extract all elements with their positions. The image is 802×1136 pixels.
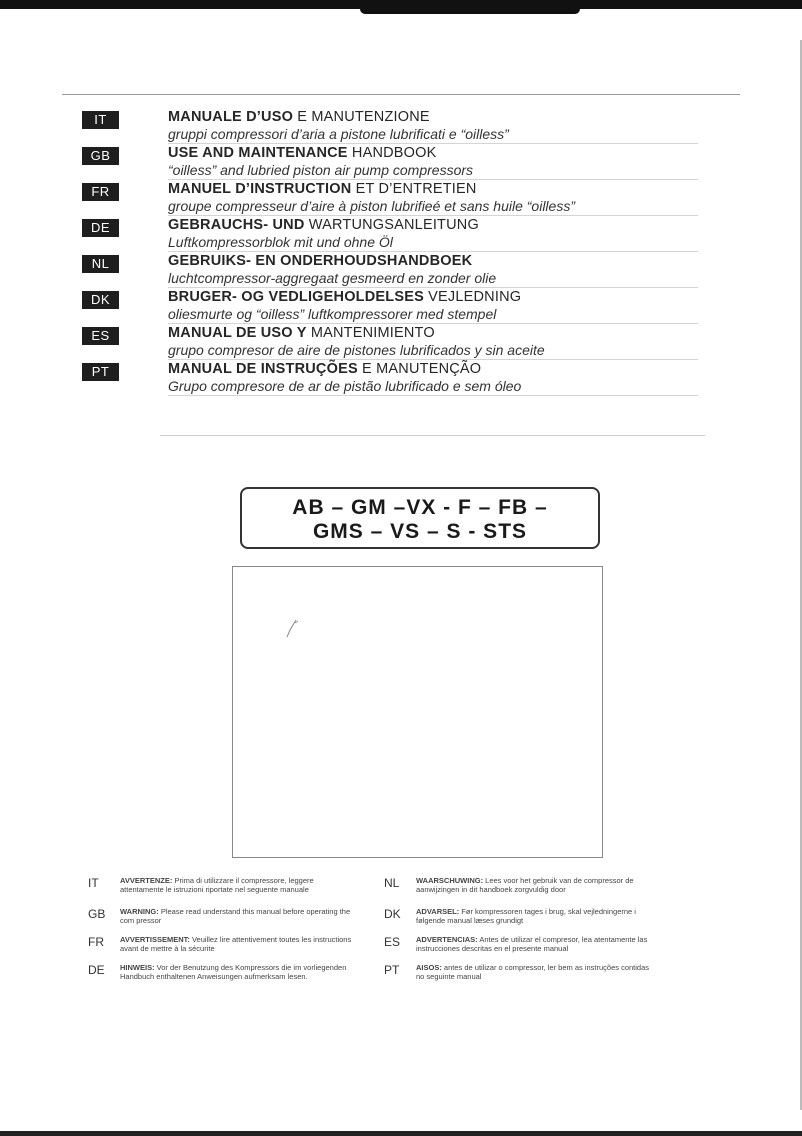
- pen-mark-icon: [282, 618, 300, 640]
- warning-language-code: DE: [88, 963, 105, 977]
- manual-title: GEBRAUCHS- UND WARTUNGSANLEITUNG: [168, 217, 479, 233]
- manual-subtitle: Grupo compresore de ar de pistão lubrificado e sem óleo: [168, 378, 698, 396]
- manual-entry-nl: [0, 252, 802, 288]
- manual-subtitle: gruppi compressori d’aria a pistone lubrificati e “oilless”: [168, 126, 698, 144]
- warning-language-code: GB: [88, 907, 106, 921]
- language-badge: NL: [82, 255, 119, 273]
- manual-title: GEBRUIKS- EN ONDERHOUDSHANDBOEK: [168, 253, 473, 269]
- manual-entry-dk: [0, 288, 802, 324]
- warning-text: AVVERTISSEMENT: Veuillez lire attentivement toutes les instructions avant de mettre à la sécurite: [120, 935, 352, 953]
- language-badge: ES: [82, 327, 119, 345]
- manual-subtitle: oliesmurte og “oilless” luftkompressorer med stempel: [168, 306, 698, 324]
- header-divider: [62, 94, 740, 95]
- manual-subtitle: luchtcompressor-aggregaat gesmeerd en zonder olie: [168, 270, 698, 288]
- model-list-box: [240, 487, 600, 549]
- warning-text: ADVARSEL: Før kompressoren tages i brug, skal vejledningerne i følgende manual læses grundigt: [416, 907, 636, 925]
- manual-subtitle: Luftkompressorblok mit und ohne Öl: [168, 234, 698, 252]
- warning-language-code: NL: [384, 876, 400, 890]
- warning-text: AVVERTENZE: Prima di utilizzare il compressore, leggere attentamente le istruzioni riportate nel seguente manuale: [120, 876, 314, 894]
- warning-language-code: IT: [88, 876, 99, 890]
- manual-title: MANUEL D’INSTRUCTION ET D’ENTRETIEN: [168, 181, 477, 197]
- warning-language-code: PT: [384, 963, 400, 977]
- manual-title: BRUGER- OG VEDLIGEHOLDELSES VEJLEDNING: [168, 289, 522, 305]
- manual-entry-it: [0, 108, 802, 144]
- warning-language-code: DK: [384, 907, 401, 921]
- list-bottom-divider: [160, 435, 705, 436]
- manual-entry-gb: [0, 144, 802, 180]
- manual-entry-de: [0, 216, 802, 252]
- warning-language-code: ES: [384, 935, 401, 949]
- manual-entry-es: [0, 324, 802, 360]
- warning-text: WARNING: Please read understand this manual before operating the com pressor: [120, 907, 351, 925]
- manual-entry-fr: [0, 180, 802, 216]
- manual-entry-pt: [0, 360, 802, 396]
- manual-title: MANUAL DE INSTRUÇÕES E MANUTENÇÃO: [168, 361, 482, 377]
- model-list-line-1: AB – GM –VX - F – FB –: [292, 496, 548, 519]
- warning-text: WAARSCHUWING: Lees voor het gebruik van de compressor de aanwijzingen in dit handboek zorgvuldig door: [416, 876, 634, 894]
- language-badge: IT: [82, 111, 119, 129]
- warning-text: HINWEIS: Vor der Benutzung des Kompressors die im vorliegenden Handbuch enthaltenen Anweisungen aufmerksam lesen.: [120, 963, 347, 981]
- page-bottom-edge: [0, 1131, 802, 1136]
- warning-language-code: FR: [88, 935, 104, 949]
- language-badge: PT: [82, 363, 119, 381]
- top-border: [0, 0, 802, 9]
- manual-title: USE AND MAINTENANCE HANDBOOK: [168, 145, 437, 161]
- manual-title: MANUAL DE USO Y MANTENIMIENTO: [168, 325, 435, 341]
- model-list-line-2: GMS – VS – S - STS: [312, 520, 528, 543]
- language-badge: FR: [82, 183, 119, 201]
- manual-subtitle: grupo compresor de aire de pistones lubrificados y sin aceite: [168, 342, 698, 360]
- language-badge: GB: [82, 147, 119, 165]
- manual-subtitle: “oilless” and lubried piston air pump compressors: [168, 162, 698, 180]
- manual-subtitle: groupe compresseur d’aire à piston lubrifieé et sans huile “oilless”: [168, 198, 698, 216]
- product-image-frame: [232, 566, 603, 858]
- language-badge: DE: [82, 219, 119, 237]
- manual-title: MANUALE D’USO E MANUTENZIONE: [168, 109, 430, 125]
- top-border-notch: [360, 9, 580, 14]
- language-badge: DK: [82, 291, 119, 309]
- warning-text: AISOS: antes de utilizar o compressor, ler bem as instruções contidas no seguinte manual: [416, 963, 650, 981]
- warning-text: ADVERTENCIAS: Antes de utilizar el compresor, lea atentamente las instrucciones descritas en el presente manual: [416, 935, 648, 953]
